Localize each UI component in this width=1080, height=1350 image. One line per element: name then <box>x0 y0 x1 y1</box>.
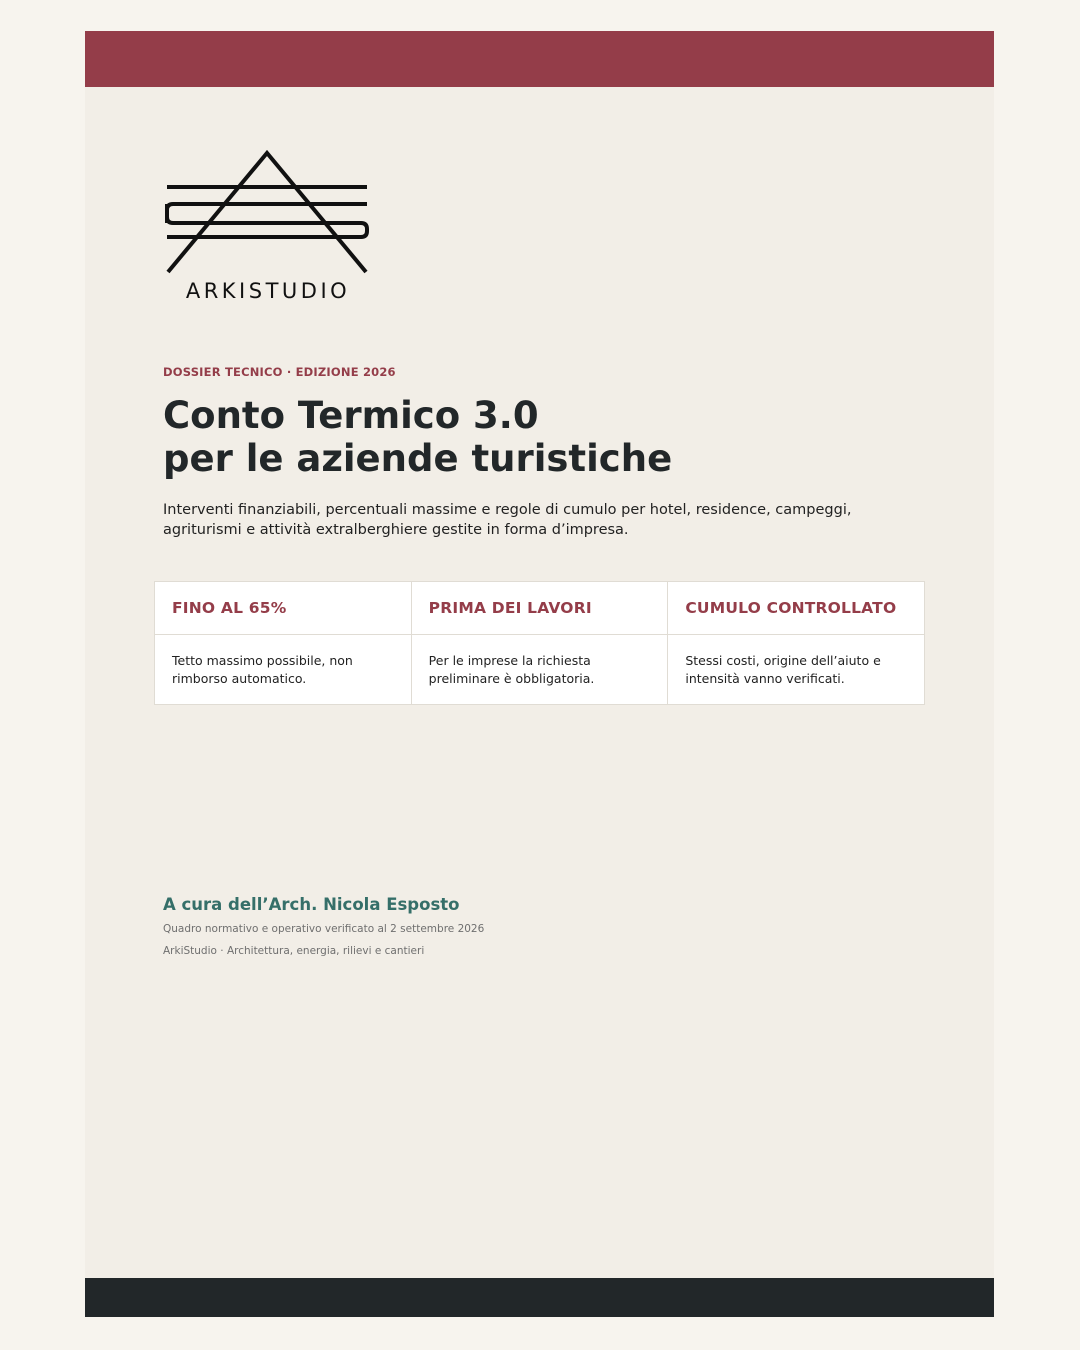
author-credit: A cura dell’Arch. Nicola Esposto <box>163 895 460 914</box>
top-color-band <box>85 31 994 87</box>
lead-paragraph: Interventi finanziabili, percentuali massime e regole di cumulo per hotel, residence, campeggi, agriturismi e attività extralberghiere gestite in forma d’impresa. <box>163 502 852 538</box>
card-text: Stessi costi, origine dell’aiuto e intensità vanno verificati. <box>685 653 881 686</box>
studio-tagline: ArkiStudio · Architettura, energia, rilievi e cantieri <box>163 945 425 957</box>
bottom-color-band <box>85 1278 994 1317</box>
card-title: FINO AL 65% <box>155 582 411 635</box>
card-text: Tetto massimo possibile, non rimborso automatico. <box>172 653 353 686</box>
logo-wordmark: ARKISTUDIO <box>185 279 351 303</box>
card-title: PRIMA DEI LAVORI <box>412 582 668 635</box>
card-before-works <box>412 582 669 704</box>
card-text: Per le imprese la richiesta preliminare è obbligatoria. <box>428 653 595 686</box>
title-line-2: per le aziende turistiche <box>163 437 673 480</box>
verification-note: Quadro normativo e operativo verificato al 2 settembre 2026 <box>163 923 485 935</box>
page-title <box>163 394 963 480</box>
card-max-percentage <box>155 582 412 704</box>
document-kicker: DOSSIER TECNICO · EDIZIONE 2026 <box>163 365 396 379</box>
card-title: CUMULO CONTROLLATO <box>668 582 924 635</box>
document-page <box>85 31 994 1317</box>
logo <box>165 149 371 309</box>
title-line-1: Conto Termico 3.0 <box>163 394 539 437</box>
card-controlled-cumulation <box>668 582 924 704</box>
arkistudio-logo-icon <box>165 149 371 277</box>
summary-cards <box>154 581 925 705</box>
